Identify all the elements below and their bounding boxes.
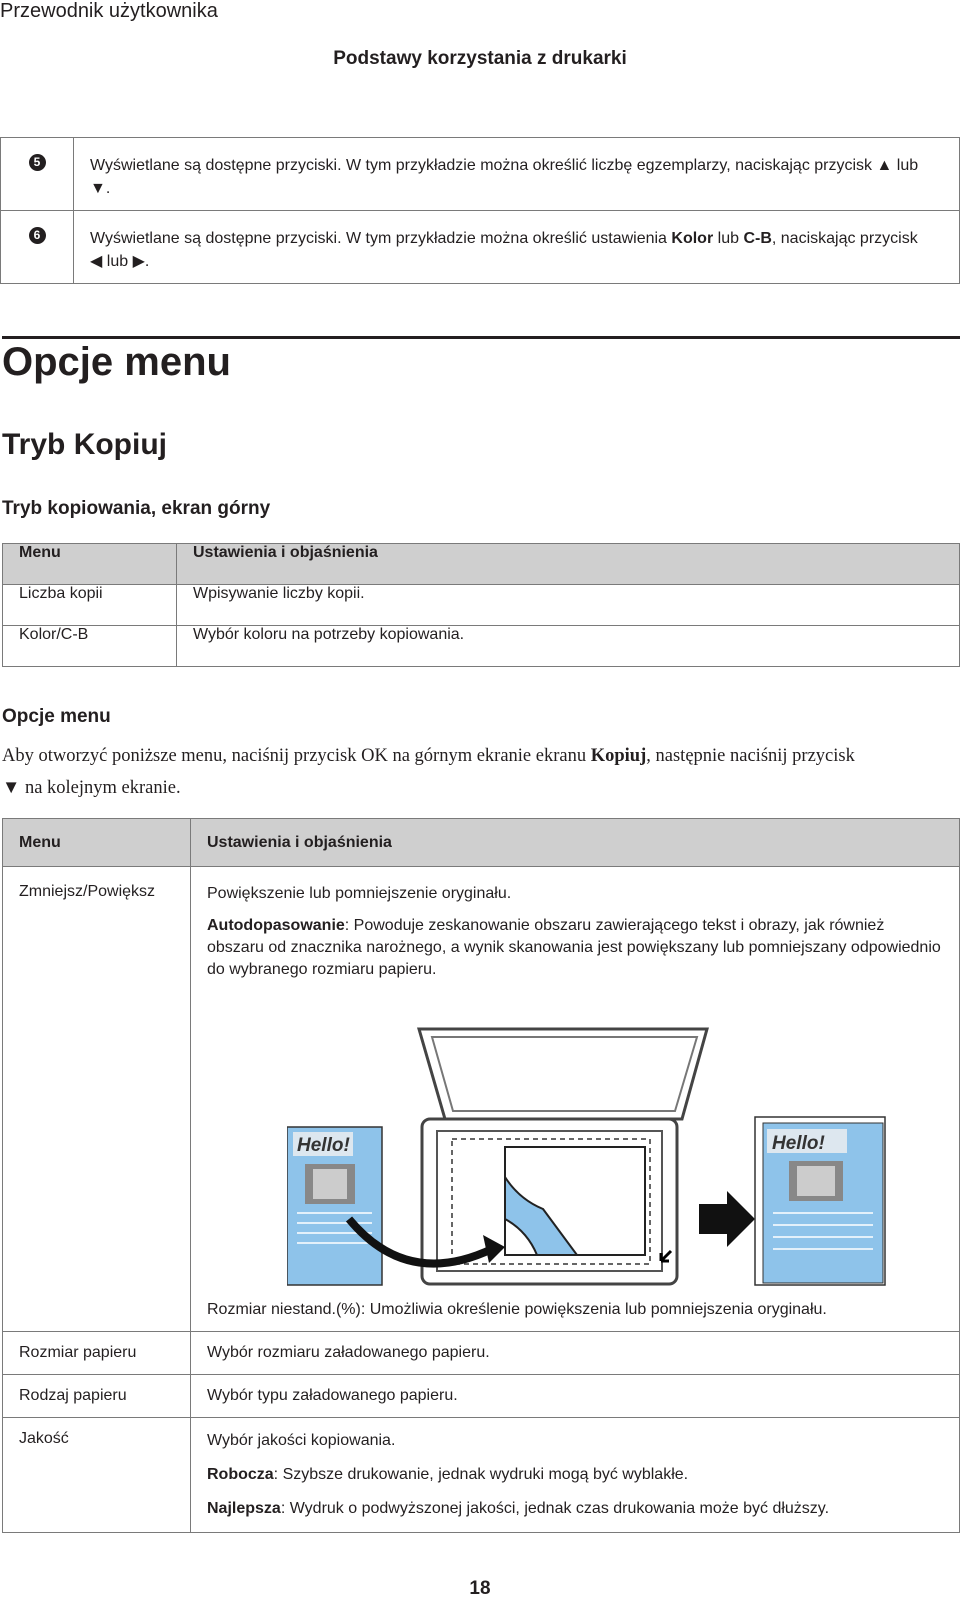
menu-cell: Kolor/C-B	[3, 626, 177, 667]
table-cell: Wyświetlane są dostępne przyciski. W tym przykładzie można określić liczbę egzemplarzy, naciskając przycisk ▲ lub ▼.	[74, 138, 960, 211]
down-triangle-icon: ▼	[2, 778, 21, 798]
options-heading: Opcje menu	[2, 706, 111, 727]
table-row	[3, 585, 960, 626]
page-number: 18	[469, 1578, 491, 1599]
autofit-illustration	[287, 999, 887, 1289]
desc-cell: Wybór typu załadowanego papieru.	[191, 1375, 960, 1418]
step-number-badge: 6	[29, 227, 46, 244]
table-row	[3, 1418, 960, 1533]
table-row	[3, 1375, 960, 1418]
menu-cell: Jakość	[3, 1418, 191, 1533]
up-triangle-icon: ▲	[876, 157, 893, 174]
desc-cell: Wybór koloru na potrzeby kopiowania.	[177, 626, 960, 667]
left-triangle-icon: ◀	[90, 253, 103, 270]
table-row	[1, 211, 960, 284]
top-screen-table	[2, 543, 960, 667]
panel-description-table	[0, 137, 960, 284]
desc-cell: Powiększenie lub pomniejszenie oryginału. Autodopasowanie: Powoduje zeskanowanie obszaru zawierającego tekst i obrazy, jak również obszaru od znacznika narożnego, a wynik skanowania jest powiększany lub pomniejszany odpowiednio do wybranego rozmiaru papieru. Hello! Hello! Rozmiar niestand.(%): Umożliwia określenie powiększenia lub pomniejszenia oryginału.	[191, 867, 960, 1332]
menu-cell: Liczba kopii	[3, 585, 177, 626]
left-doc-label: Hello!	[297, 1135, 350, 1156]
desc-cell: Wpisywanie liczby kopii.	[177, 585, 960, 626]
column-header: Menu	[3, 819, 191, 867]
column-header: Ustawienia i objaśnienia	[191, 819, 960, 867]
options-table	[2, 818, 960, 1533]
table-header-row	[3, 544, 960, 585]
column-header: Ustawienia i objaśnienia	[177, 544, 960, 585]
desc-cell: Wybór jakości kopiowania. Robocza: Szybsze drukowanie, jednak wydruki mogą być wyblakłe. Najlepsza: Wydruk o podwyższonej jakości, jednak czas drukowania może być dłuższy.	[191, 1418, 960, 1533]
down-triangle-icon: ▼	[90, 180, 106, 197]
top-screen-heading: Tryb kopiowania, ekran górny	[2, 498, 271, 519]
document-header: Przewodnik użytkownika	[0, 0, 218, 22]
right-doc-label: Hello!	[772, 1133, 825, 1154]
step-number-badge: 5	[29, 154, 46, 171]
right-triangle-icon: ▶	[132, 253, 145, 270]
table-row	[1, 138, 960, 211]
menu-cell: Rodzaj papieru	[3, 1375, 191, 1418]
table-row	[3, 626, 960, 667]
table-row	[3, 867, 960, 1332]
table-cell: Wyświetlane są dostępne przyciski. W tym przykładzie można określić ustawienia Kolor lub C-B, naciskając przycisk ◀ lub ▶.	[74, 211, 960, 284]
column-header: Menu	[3, 544, 177, 585]
options-paragraph: Aby otworzyć poniższe menu, naciśnij przycisk OK na górnym ekranie ekranu Kopiuj, następnie naciśnij przycisk ▼ na kolejnym ekranie.	[2, 746, 855, 798]
table-header-row	[3, 819, 960, 867]
section-rule	[2, 336, 960, 339]
chapter-title: Podstawy korzystania z drukarki	[333, 48, 627, 69]
table-row	[3, 1332, 960, 1375]
section-title: Opcje menu	[2, 340, 231, 384]
subsection-title: Tryb Kopiuj	[2, 428, 167, 461]
desc-cell: Wybór rozmiaru załadowanego papieru.	[191, 1332, 960, 1375]
scanner-illustration	[287, 999, 887, 1289]
menu-cell: Rozmiar papieru	[3, 1332, 191, 1375]
menu-cell: Zmniejsz/Powiększ	[3, 867, 191, 1332]
